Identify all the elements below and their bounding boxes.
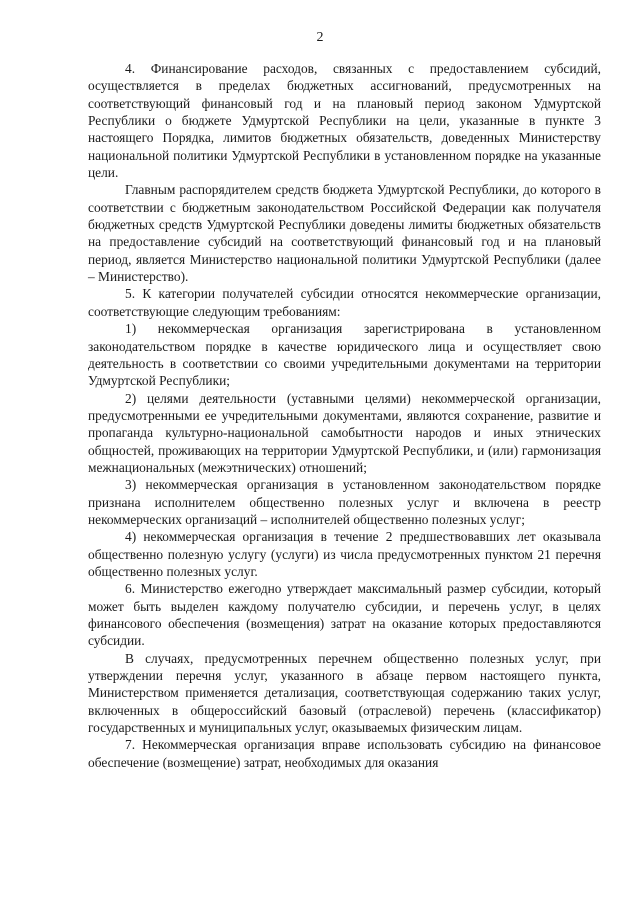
paragraph-service-detailing: В случаях, предусмотренных перечнем общественно полезных услуг, при утверждении перечня услуг, указанного в абзаце первом настоящего пункта, Министерством применяется детализация, соответствующая содержанию таких услуг, включенных в общероссийский базовый (отраслевой) перечень (классификатор) государственных и муниципальных услуг, оказываемых физическим лицам. — [88, 650, 601, 736]
paragraph-requirement-2: 2) целями деятельности (уставными целями) некоммерческой организации, предусмотренными ее учредительными документами, являются сохранение, развитие и пропаганда культурно-национальной самобытности народов и иных этнических общностей, проживающих на территории Удмуртской Республики, и (или) гармонизация межнациональных (межэтнических) отношений; — [88, 390, 601, 475]
paragraph-item-4-financing: 4. Финансирование расходов, связанных с предоставлением субсидий, осуществляется в пределах бюджетных ассигнований, предусмотренных на соответствующий финансовый год и на плановый период законом Удмуртской Республики о бюджете Удмуртской Республики на цели, указанные в пункте 3 настоящего Порядка, лимитов бюджетных обязательств, доведенных Министерству национальной политики Удмуртской Республики в установленном порядке на указанные цели. — [88, 61, 601, 181]
paragraph-requirement-1: 1) некоммерческая организация зарегистрирована в установленном законодательством порядке в качестве юридического лица и осуществляет свою деятельность в соответствии со своими учредительными документами на территории Удмуртской Республики; — [88, 321, 601, 389]
paragraph-main-distributor: Главным распорядителем средств бюджета Удмуртской Республики, до которого в соответствии с бюджетным законодательством Российской Федерации как получателя бюджетных средств Удмуртской Республики доведены лимиты бюджетных обязательств на предоставление субсидий на соответствующий финансовый год и на плановый период, является Министерство национальной политики Удмуртской Республики (далее – Министерство). — [88, 182, 601, 285]
paragraph-item-7-subsidy-use: 7. Некоммерческая организация вправе использовать субсидию на финансовое обеспечение (возмещение) затрат, необходимых для оказания — [88, 737, 601, 770]
paragraph-item-5-recipient-categories: 5. К категории получателей субсидии относятся некоммерческие организации, соответствующие следующим требованиям: — [88, 286, 601, 319]
paragraph-requirement-4: 4) некоммерческая организация в течение 2 предшествовавших лет оказывала общественно полезную услугу (услуги) из числа предусмотренных пунктом 21 перечня общественно полезных услуг. — [88, 529, 601, 579]
paragraph-requirement-3: 3) некоммерческая организация в установленном законодательством порядке признана исполнителем общественно полезных услуг и включена в реестр некоммерческих организаций – исполнителей общественно полезных услуг; — [88, 477, 601, 527]
page-number: 2 — [316, 30, 324, 45]
document-body — [88, 60, 601, 771]
paragraph-item-6-max-subsidy: 6. Министерство ежегодно утверждает максимальный размер субсидии, который может быть выделен каждому получателю субсидии, и перечень услуг, в целях финансового обеспечения (возмещения) затрат на оказание которых предоставляются субсидии. — [88, 581, 601, 649]
